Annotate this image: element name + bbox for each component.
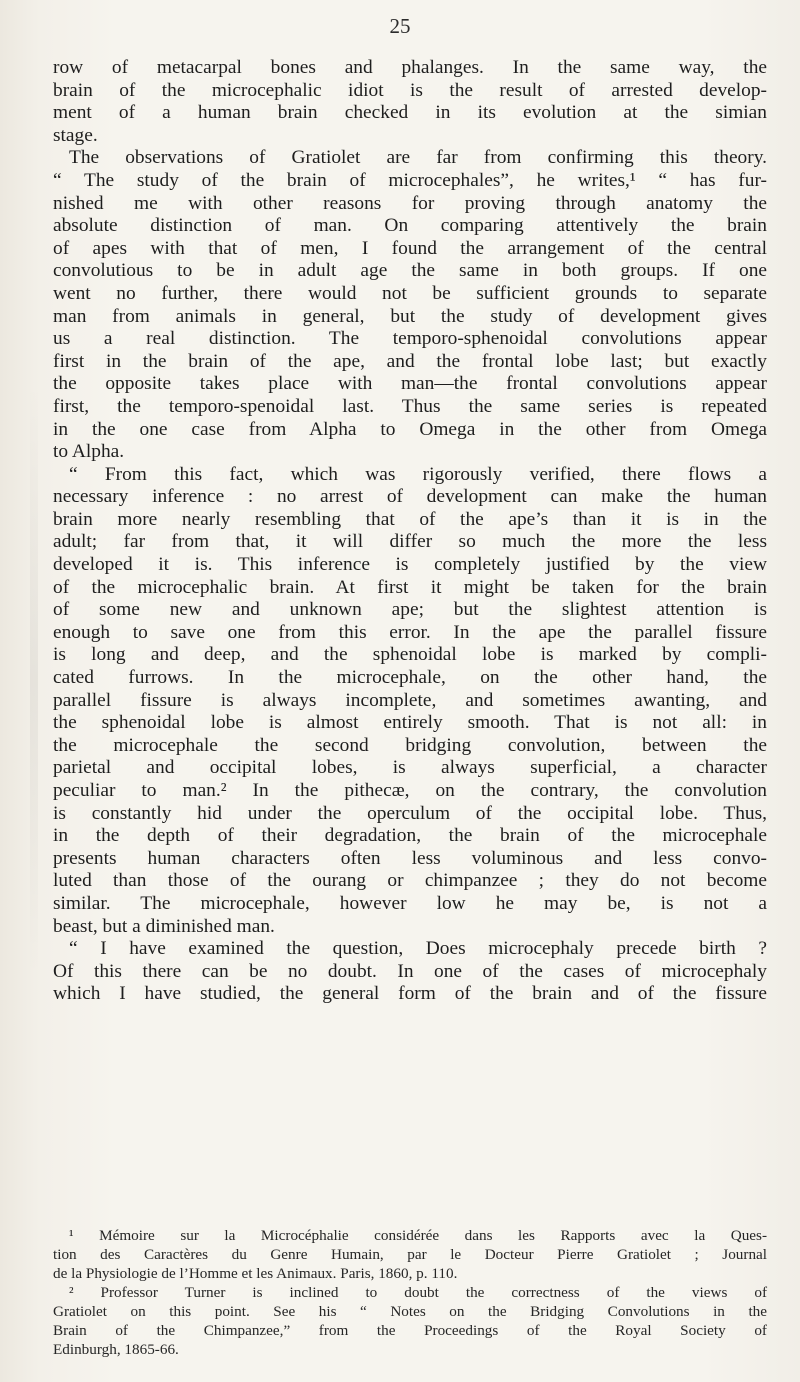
text-line: cated furrows. In the microcephale, on the other hand, the [53,667,767,689]
text-line: The observations of Gratiolet are far from confirming this theory. [69,147,767,169]
text-line: first in the brain of the ape, and the frontal lobe last; but exactly [53,350,767,372]
text-line: brain of the microcephalic idiot is the result of arrested develop- [53,79,767,101]
text-line: first, the temporo-spenoidal last. Thus the same series is repeated [53,395,767,417]
text-line: in the one case from Alpha to Omega in the other from Omega [53,418,767,440]
text-line: developed it is. This inference is completely justified by the view [53,554,767,576]
footnote-line: ¹ Mémoire sur la Microcéphalie considérée dans les Rapports avec la Ques- [69,1227,767,1244]
footnote-line: Brain of the Chimpanzee,” from the Proceedings of the Royal Society of [53,1322,767,1339]
body-text [53,57,767,1006]
page-number: 25 [389,14,411,38]
footnote-line: Edinburgh, 1865-66. [53,1341,179,1358]
text-line: absolute distinction of man. On comparing attentively the brain [53,215,767,237]
text-line: to Alpha. [53,441,125,463]
text-line: is long and deep, and the sphenoidal lobe is marked by compli- [53,644,767,666]
text-line: convolutious to be in adult age the same in both groups. If one [53,260,767,282]
text-line: nished me with other reasons for proving through anatomy the [53,192,767,214]
text-line: brain more nearly resembling that of the ape’s than it is in the [53,508,767,530]
text-line: peculiar to man.² In the pithecæ, on the contrary, the convolution [53,780,767,801]
text-line: the sphenoidal lobe is almost entirely smooth. That is not all: in [53,712,767,734]
text-line: similar. The microcephale, however low he may be, is not a [53,892,767,914]
margin-shadow [30,380,38,980]
footnote-line: tion des Caractères du Genre Humain, par le Docteur Pierre Gratiolet ; Journal [53,1246,767,1263]
text-line: enough to save one from this error. In the ape the parallel fissure [53,621,767,643]
text-line: parietal and occipital lobes, is always superficial, a character [53,757,767,779]
text-line: presents human characters often less voluminous and less convo- [53,847,767,869]
text-line: “ I have examined the question, Does microcephaly precede birth ? [69,938,767,960]
text-line: parallel fissure is always incomplete, and sometimes awanting, and [53,689,767,711]
text-line: necessary inference : no arrest of development can make the human [53,486,767,508]
footnote-line: de la Physiologie de l’Homme et les Animaux. Paris, 1860, p. 110. [53,1265,458,1282]
text-line: Of this there can be no doubt. In one of the cases of microcephaly [53,960,767,982]
text-line: of some new and unknown ape; but the slightest attention is [53,599,767,621]
text-line: of the microcephalic brain. At first it might be taken for the brain [53,576,767,598]
text-line: is constantly hid under the operculum of the occipital lobe. Thus, [53,802,767,824]
text-line: stage. [53,124,98,146]
text-line: which I have studied, the general form of the brain and of the fissure [53,983,767,1005]
text-line: “ From this fact, which was rigorously verified, there flows a [69,463,767,485]
text-line: “ The study of the brain of microcephales”, he writes,¹ “ has fur- [53,169,767,191]
text-line: man from animals in general, but the study of development gives [53,305,767,327]
text-line: went no further, there would not be sufficient grounds to separate [53,282,767,304]
text-line: adult; far from that, it will differ so much the more the less [53,531,767,553]
text-line: of apes with that of men, I found the arrangement of the central [53,237,767,259]
footnote-line: ² Professor Turner is inclined to doubt the correctness of the views of [69,1284,767,1301]
text-line: us a real distinction. The temporo-sphenoidal convolutions appear [53,328,767,350]
text-line: row of metacarpal bones and phalanges. In the same way, the [53,57,767,78]
text-line: the opposite takes place with man—the frontal convolutions appear [53,373,767,395]
text-line: luted than those of the ourang or chimpanzee ; they do not become [53,870,767,892]
text-line: beast, but a diminished man. [53,915,275,937]
text-line: in the depth of their degradation, the brain of the microcephale [53,825,767,847]
footnote-line: Gratiolet on this point. See his “ Notes on the Bridging Convolutions in the [53,1303,767,1320]
text-line: the microcephale the second bridging convolution, between the [53,734,767,756]
footnotes [53,1226,767,1359]
text-line: ment of a human brain checked in its evolution at the simian [53,102,767,124]
